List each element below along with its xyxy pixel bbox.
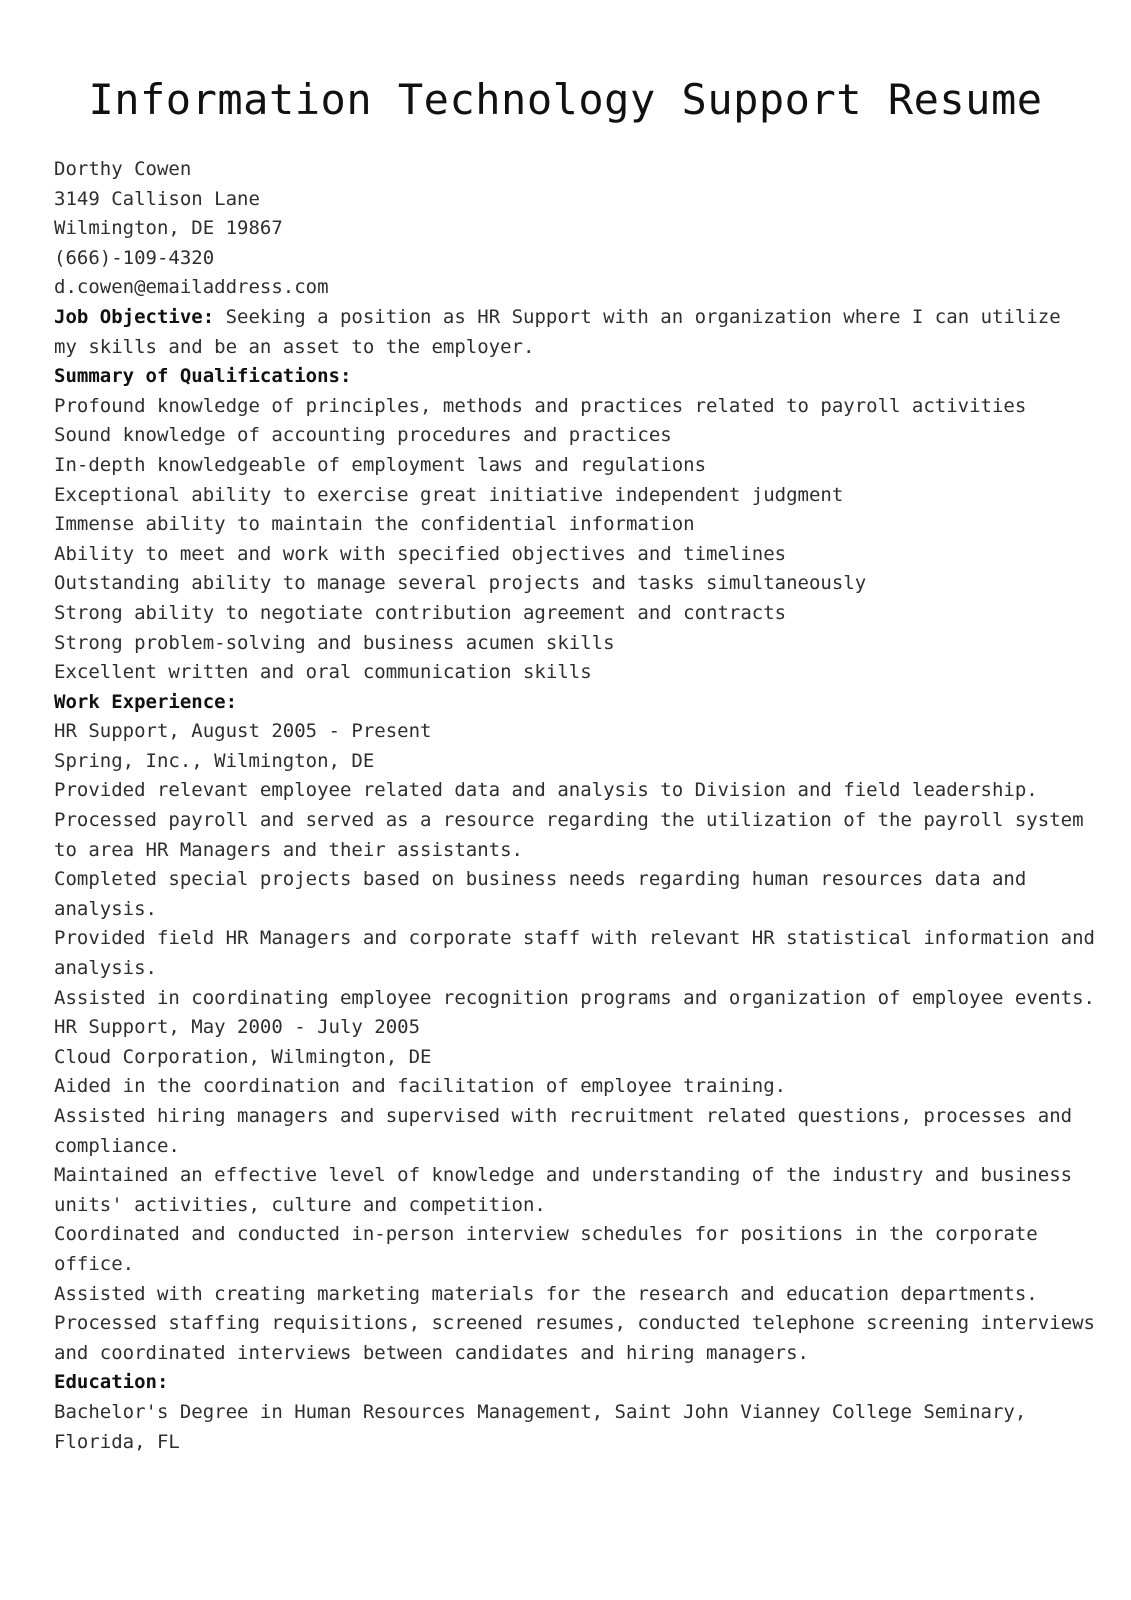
experience-heading: Work Experience: [54, 690, 238, 713]
job2-duty-line: Maintained an effective level of knowledge and understanding of the industry and business [54, 1164, 1073, 1187]
qualification-item: Strong ability to negotiate contribution agreement and contracts [54, 601, 787, 624]
resume-body [54, 155, 1095, 1457]
job2-duty-line: compliance. [54, 1134, 180, 1157]
job2-duty-line: Assisted hiring managers and supervised with recruitment related questions, processes and [54, 1105, 1073, 1127]
contact-city: Wilmington, DE 19867 [54, 217, 283, 240]
job1-title: HR Support, August 2005 - Present [54, 720, 432, 743]
education-line-2: Florida, FL [54, 1430, 180, 1453]
qualification-item: Outstanding ability to manage several projects and tasks simultaneously [54, 572, 867, 595]
job1-duty-line: Provided field HR Managers and corporate staff with relevant HR statistical information and [54, 927, 1095, 950]
objective-text-2: my skills and be an asset to the employer. [54, 335, 535, 358]
qualification-item: Immense ability to maintain the confidential information [54, 513, 695, 536]
qualification-item: Excellent written and oral communication skills [54, 661, 592, 684]
qualification-item: Sound knowledge of accounting procedures and practices [54, 424, 672, 447]
objective-line [54, 303, 1064, 333]
contact-address: 3149 Callison Lane [54, 187, 260, 210]
qualification-item: Strong problem-solving and business acumen skills [54, 631, 615, 654]
job1-duty-line: Processed payroll and served as a resource regarding the utilization of the payroll system [54, 809, 1084, 832]
job2-duty-line: Processed staffing requisitions, screened resumes, conducted telephone screening interviews [54, 1312, 1095, 1335]
job1-duty-line: Completed special projects based on business needs regarding human resources data and [54, 868, 1027, 891]
contact-email: d.cowen@emailaddress.com [54, 276, 329, 299]
job2-title: HR Support, May 2000 - July 2005 [54, 1016, 421, 1039]
resume-title: Information Technology Support Resume [88, 75, 1043, 124]
qualification-item: In-depth knowledgeable of employment laws and regulations [54, 453, 707, 476]
education-line-1: Bachelor's Degree in Human Resources Management, Saint John Vianney College Seminary, [54, 1400, 1027, 1423]
qualification-item: Ability to meet and work with specified objectives and timelines [54, 542, 787, 565]
job2-duty-line: Coordinated and conducted in-person interview schedules for positions in the corporate [54, 1223, 1038, 1246]
qualification-item: Exceptional ability to exercise great initiative independent judgment [54, 483, 844, 506]
contact-name: Dorthy Cowen [54, 158, 192, 180]
job1-duty-line: Assisted in coordinating employee recognition programs and organization of employee events. [54, 986, 1095, 1009]
job2-duty-line: office. [54, 1252, 135, 1275]
contact-phone: (666)-109-4320 [54, 246, 215, 269]
education-heading: Education: [54, 1371, 169, 1394]
qualifications-heading: Summary of Qualifications: [54, 365, 352, 388]
objective-text-1: Seeking a position as HR Support with an organization where I can utilize [214, 305, 1061, 328]
job1-duty-line: analysis. [54, 897, 157, 920]
job2-company: Cloud Corporation, Wilmington, DE [54, 1045, 432, 1068]
job1-duty-line: analysis. [54, 957, 157, 980]
job1-company: Spring, Inc., Wilmington, DE [54, 749, 375, 772]
job2-duty-line: Aided in the coordination and facilitation of employee training. [54, 1075, 787, 1098]
job2-duty-line: and coordinated interviews between candidates and hiring managers. [54, 1341, 809, 1364]
qualification-item: Profound knowledge of principles, methods and practices related to payroll activities [54, 394, 1027, 417]
objective-label: Job Objective: [54, 305, 215, 328]
job1-duty-line: Provided relevant employee related data and analysis to Division and field leadership. [54, 779, 1038, 802]
job1-duty-line: to area HR Managers and their assistants. [54, 838, 523, 861]
job2-duty-line: units' activities, culture and competition. [54, 1193, 546, 1216]
job2-duty-line: Assisted with creating marketing materials for the research and education departments. [54, 1282, 1038, 1305]
